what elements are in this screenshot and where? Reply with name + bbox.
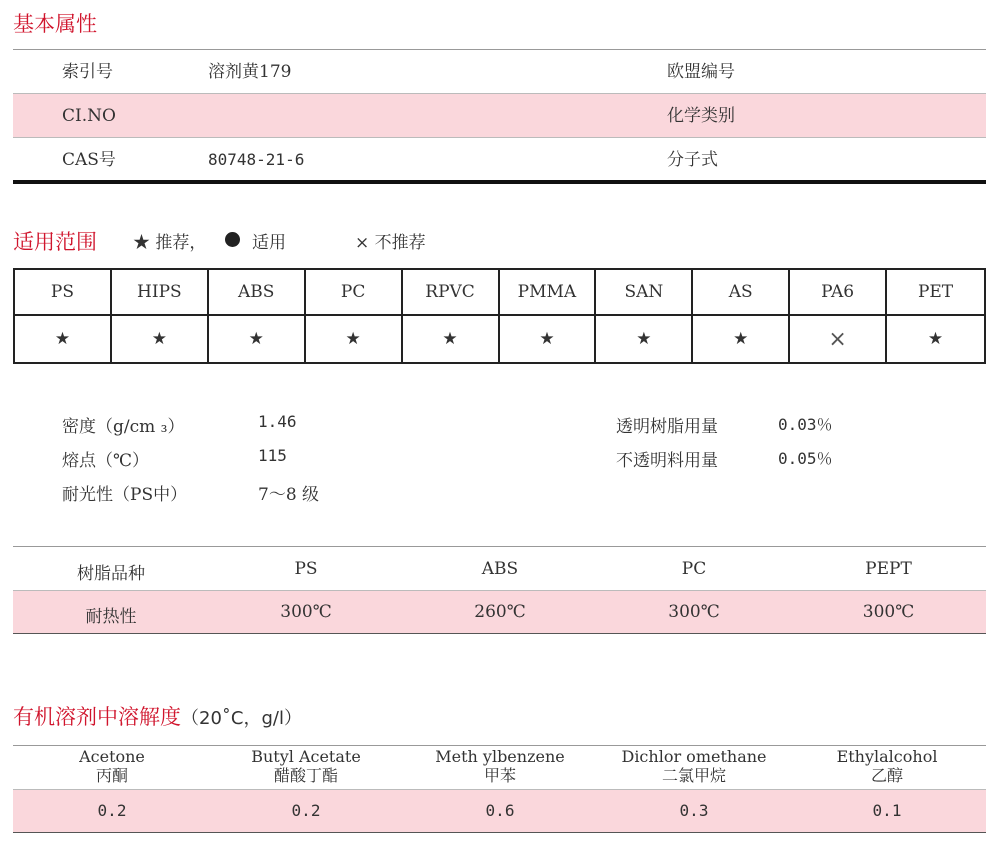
legend-not-recommended: × 不推荐 [355,233,426,253]
solvent-name-zh: 甲苯 [483,766,516,785]
solvent-value: 0.2 [291,801,321,820]
star-icon: ★ [927,329,944,349]
star-icon: ★ [306,316,403,362]
solvent-name-en: Acetone [79,747,145,766]
divider [13,546,986,547]
heat-cell: 260℃ [474,602,526,622]
solubility-title [13,701,302,731]
resin-header: HIPS [112,270,209,316]
heat-cell: 耐热性 [85,607,137,627]
heat-cell: 300℃ [668,602,720,622]
solvent-value: 0.6 [485,801,515,820]
heat-cell: 300℃ [280,602,332,622]
solvent-name-en: Dichlor omethane [621,747,767,766]
property-label: 熔点（℃） [62,451,150,471]
basic-key: CI.NO [62,106,116,126]
resin-header: ABS [209,270,306,316]
star-icon: ★ [112,316,209,362]
property-label: 耐光性（PS中） [62,485,188,505]
basic-key: 索引号 [62,62,113,82]
scope-table [13,268,986,364]
star-icon: ★ [403,316,500,362]
solvent-name-en: Ethylalcohol [836,747,938,766]
basic-key: 化学类别 [667,106,735,126]
heat-header: ABS [481,559,519,579]
solvent-value: 0.1 [872,801,902,820]
solvent-name-zh: 二氯甲烷 [661,766,726,785]
thick-divider [13,180,986,184]
solubility-title-main: 有机溶剂中溶解度 [13,705,181,729]
basic-key: 分子式 [667,150,718,170]
basic-key: 欧盟编号 [667,62,735,82]
divider [13,49,986,50]
solvent-name-zh: 丙酮 [95,766,128,785]
basic-row-highlight [13,93,986,137]
dot-icon [225,232,240,247]
solvent-name-zh: 乙醇 [870,766,903,785]
star-icon: ★ [693,316,790,362]
star-icon: ★ [596,316,693,362]
solvent-name-en: Meth ylbenzene [435,747,565,766]
property-label: 透明树脂用量 [616,417,718,437]
star-icon: ★ [500,316,597,362]
solubility-title-unit: （20˚C，g/l） [181,708,302,729]
star-icon: ★ [209,316,306,362]
resin-header: SAN [596,270,693,316]
legend-recommended: ★ 推荐， [133,233,207,253]
divider [13,93,986,94]
basic-key: CAS号 [62,150,116,170]
heat-header: PEPT [865,559,912,579]
resin-header: RPVC [403,270,500,316]
divider [13,633,986,634]
resin-header: PC [306,270,403,316]
legend-applicable: 适用 [252,233,286,253]
heat-header: PC [681,559,707,579]
divider [13,745,986,746]
divider [13,789,986,790]
heat-cell: 300℃ [862,602,915,622]
basic-value: 溶剂黄179 [208,62,292,82]
property-value: 115 [258,446,287,465]
divider [13,137,986,138]
resin-header: PMMA [500,270,597,316]
property-value: 0.03％ [778,415,833,434]
scope-title: 适用范围 [13,230,97,254]
cross-icon: × [790,316,887,362]
basic-value: 80748-21-6 [208,150,305,169]
property-label: 密度（g/cm ₃） [62,417,185,437]
star-icon: ★ [15,316,112,362]
resin-header: PA6 [790,270,887,316]
solvent-name-zh: 醋酸丁酯 [273,766,338,785]
solvent-value: 0.3 [679,801,709,820]
resin-header: PS [15,270,112,316]
property-value: 7～8 级 [258,485,320,505]
property-value: 1.46 [258,412,297,431]
heat-header: PS [294,559,318,579]
basic-properties-title: 基本属性 [13,12,97,36]
divider [13,590,986,591]
heat-header: 树脂品种 [77,564,145,584]
resin-header: AS [693,270,790,316]
property-value: 0.05％ [778,449,833,468]
solvent-value: 0.2 [97,801,127,820]
property-label: 不透明料用量 [616,451,718,471]
resin-header: PET [887,270,984,316]
divider [13,832,986,833]
solvent-name-en: Butyl Acetate [251,747,361,766]
